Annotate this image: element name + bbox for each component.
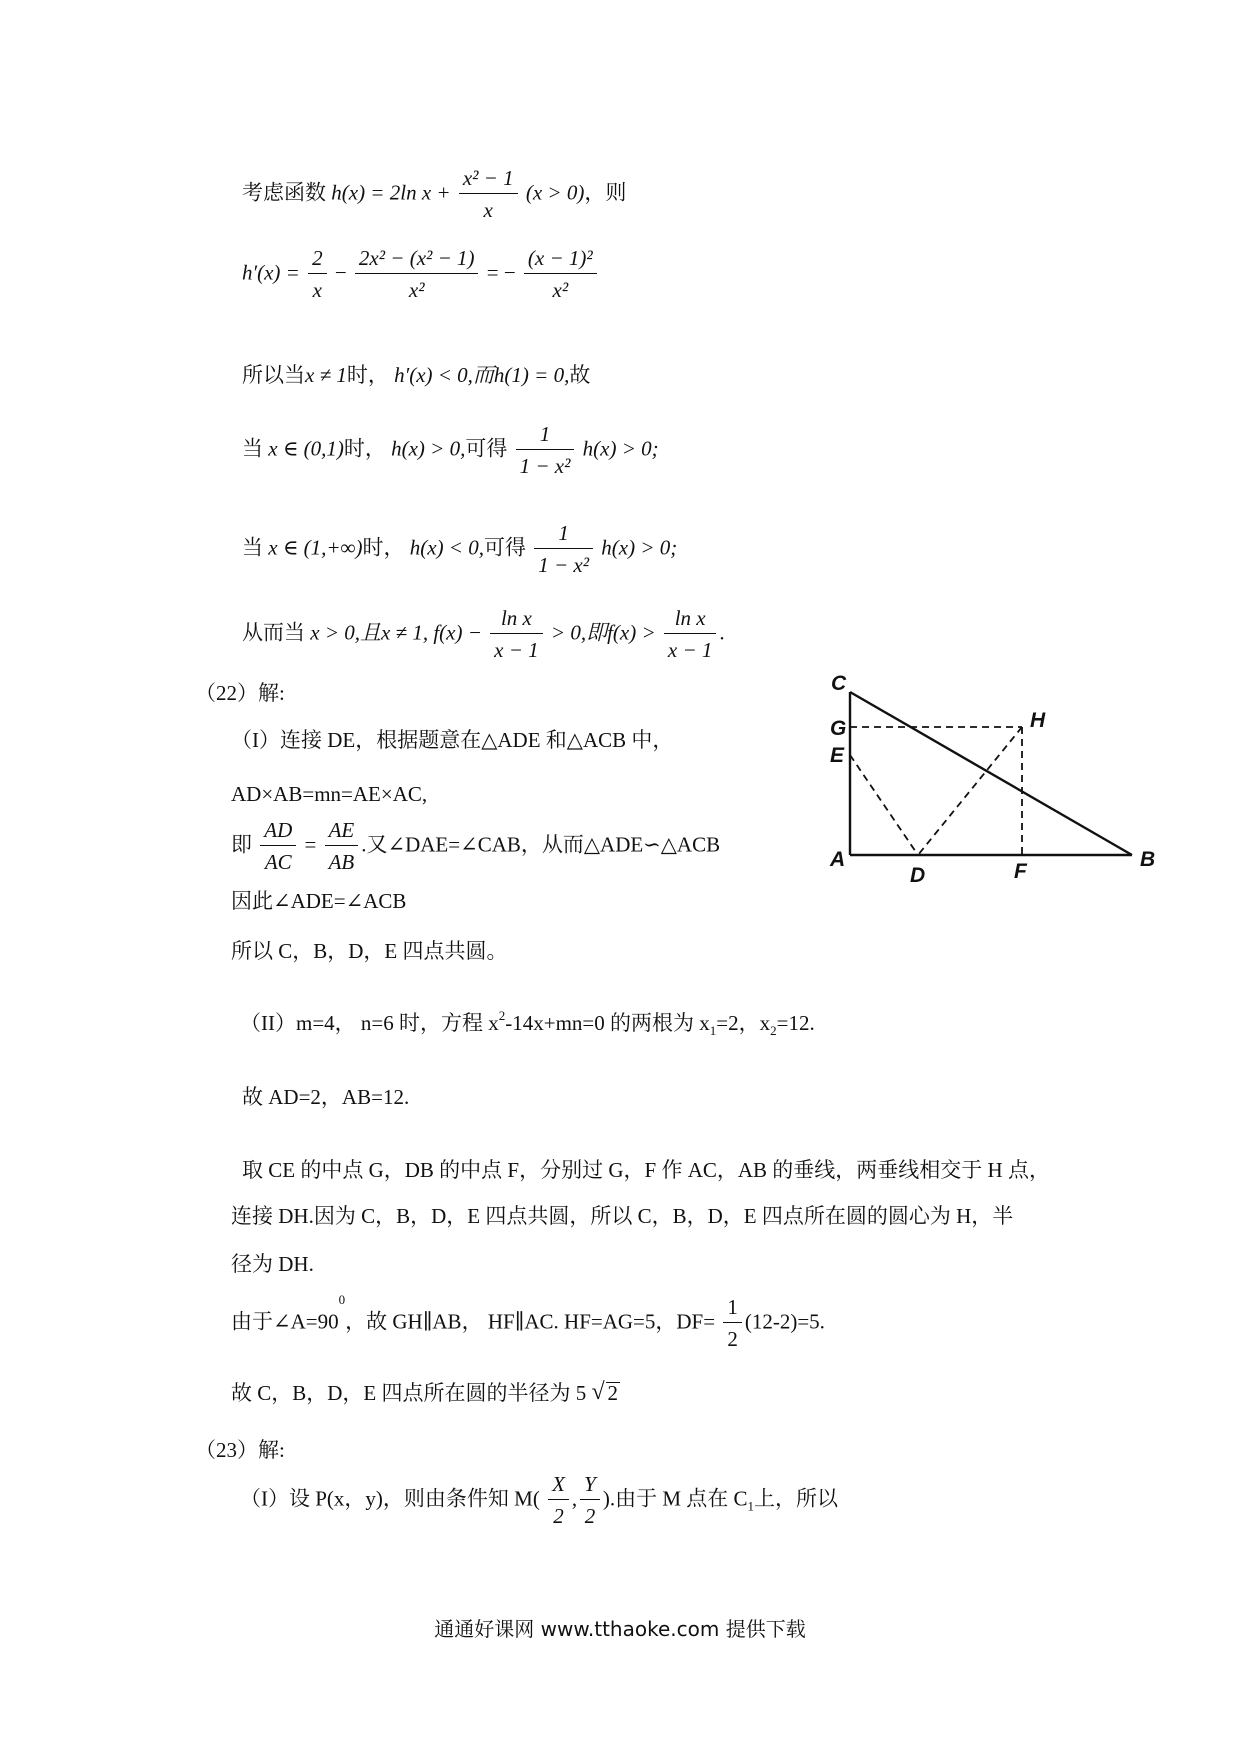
fraction <box>260 820 296 873</box>
proof-line-1 <box>242 168 626 221</box>
fraction-denominator: x − 1 <box>667 638 713 662</box>
text: 当 <box>242 436 263 461</box>
q22-part2-line4: 连接 DH.因为 C，B，D，E 四点共圆，所以 C，B，D，E 四点所在圆的圆心为 H，半 <box>231 1204 1014 1228</box>
fraction-denominator: 2 <box>584 1504 596 1528</box>
math: = <box>304 832 317 857</box>
text: 时， <box>362 535 405 560</box>
fraction-numerator: AD <box>260 820 296 846</box>
fraction-denominator: 2 <box>727 1327 738 1351</box>
fraction-denominator: x <box>483 198 493 222</box>
text: （I）设 P(x，y)，则由条件知 M( <box>240 1486 540 1511</box>
q22-part2-line6 <box>231 1292 825 1351</box>
q22-part2-line3: 取 CE 的中点 G，DB 的中点 F，分别过 G，F 作 AC，AB 的垂线，两垂线相交于 H 点， <box>242 1158 1050 1182</box>
label-c: C <box>831 672 847 695</box>
text: 当 <box>242 535 263 560</box>
math: h(x) > 0; <box>601 535 678 560</box>
math: h(x) > 0, <box>391 436 466 461</box>
text: =12. <box>776 1011 815 1035</box>
q22-part2-line7 <box>231 1379 620 1405</box>
text: 时， <box>343 436 386 461</box>
fraction <box>524 248 597 301</box>
text: =2，x <box>716 1011 771 1035</box>
fraction-numerator: 2x² − (x² − 1) <box>355 248 479 274</box>
q22-part2-line5: 径为 DH. <box>231 1252 314 1276</box>
q22-heading: （22）解: <box>195 681 285 705</box>
fraction-numerator: x² − 1 <box>459 168 518 194</box>
segment-ed <box>850 755 918 855</box>
fraction <box>580 1474 600 1527</box>
text: ).由于 M 点在 C <box>602 1486 748 1511</box>
math: x ∈ (0,1) <box>268 436 344 461</box>
fraction-numerator: ln x <box>490 608 543 634</box>
segment-cb <box>850 692 1132 855</box>
proof-line-3 <box>242 365 590 386</box>
fraction-numerator: 1 <box>723 1297 742 1323</box>
fraction <box>723 1297 742 1350</box>
math: h(x) > 0; <box>582 436 659 461</box>
superscript: 0 <box>338 1292 346 1307</box>
fraction-numerator: 1 <box>516 424 575 450</box>
fraction-denominator: 1 − x² <box>519 454 571 478</box>
text: 考虑函数 <box>242 180 326 205</box>
page-footer: 通通好课网 www.tthaoke.com 提供下载 <box>434 1617 806 1641</box>
math: > 0,即f(x) > <box>550 620 656 645</box>
fraction-denominator: AB <box>328 850 355 874</box>
fraction-denominator: x − 1 <box>494 638 539 662</box>
math: h′(x) < 0,而h(1) = 0, <box>394 363 570 387</box>
q22-part1-line2: AD×AB=mn=AE×AC, <box>231 782 428 806</box>
q22-part2-line1 <box>240 1008 815 1039</box>
label-a: A <box>830 848 846 871</box>
math: − <box>334 260 347 285</box>
text: -14x+mn=0 的两根为 x <box>505 1011 710 1035</box>
fraction-numerator: 2 <box>308 248 327 274</box>
q22-part1-line1: （I）连接 DE，根据题意在△ADE 和△ACB 中， <box>231 728 674 752</box>
fraction-denominator: x² <box>552 278 569 302</box>
proof-line-4 <box>242 424 659 477</box>
superscript: 2 <box>498 1008 506 1023</box>
fraction-numerator: ln x <box>664 608 717 634</box>
math: x > 0,且x ≠ 1, f(x) − <box>310 620 482 645</box>
text: 即 <box>231 832 252 857</box>
text: .又∠DAE=∠CAB，从而△ADE∽△ACB <box>361 832 721 857</box>
label-f: F <box>1014 860 1027 883</box>
text: 可得 <box>483 535 526 560</box>
q22-part1-line5: 所以 C，B，D，E 四点共圆。 <box>231 939 508 963</box>
math: h(x) < 0, <box>409 535 484 560</box>
square-root <box>591 1379 621 1405</box>
text: ，故 GH∥AB， HF∥AC. HF=AG=5，DF= <box>345 1309 716 1334</box>
label-d: D <box>910 864 926 887</box>
proof-line-2 <box>242 248 600 301</box>
text: , <box>571 1486 578 1511</box>
fraction-denominator: AC <box>264 850 292 874</box>
fraction <box>664 608 717 661</box>
text: 上，所以 <box>754 1486 839 1511</box>
radical-sign: √ <box>591 1379 605 1405</box>
q22-part2-line2: 故 AD=2，AB=12. <box>242 1085 410 1109</box>
geometry-figure <box>820 670 1160 890</box>
text: 从而当 <box>242 620 305 645</box>
fraction-denominator: 1 − x² <box>538 553 590 577</box>
fraction <box>459 168 518 221</box>
subscript: 2 <box>770 1023 777 1039</box>
label-h: H <box>1030 709 1046 732</box>
fraction-numerator: (x − 1)² <box>524 248 597 274</box>
math: (x > 0) <box>525 180 585 205</box>
label-g: G <box>830 717 847 740</box>
radicand: 2 <box>607 1381 619 1405</box>
fraction <box>534 523 593 576</box>
math: . <box>719 620 725 645</box>
text: 故 <box>569 363 591 387</box>
label-b: B <box>1140 848 1156 871</box>
q23-part1-line1 <box>240 1474 838 1527</box>
subscript: 1 <box>747 1498 755 1514</box>
fraction <box>516 424 575 477</box>
text: ，则 <box>584 180 627 205</box>
text: 所以当 <box>242 363 305 387</box>
fraction-denominator: x² <box>408 278 425 302</box>
fraction <box>308 248 327 301</box>
text: 由于∠A=90 <box>231 1309 339 1334</box>
proof-line-6 <box>242 608 725 661</box>
math: = − <box>486 260 516 285</box>
math: x ∈ (1,+∞) <box>268 535 363 560</box>
math: h(x) = 2ln x + <box>331 180 451 205</box>
fraction-denominator: x <box>312 278 322 302</box>
subscript: 1 <box>709 1023 717 1039</box>
q22-part1-line4: 因此∠ADE=∠ACB <box>231 889 407 913</box>
math: x ≠ 1 <box>305 363 347 387</box>
fraction-denominator: 2 <box>553 1504 564 1528</box>
fraction <box>325 820 359 873</box>
fraction <box>490 608 543 661</box>
text: (12-2)=5. <box>744 1309 825 1334</box>
fraction-numerator: Y <box>580 1474 600 1500</box>
fraction-numerator: AE <box>325 820 359 846</box>
text: 可得 <box>465 436 508 461</box>
segment-hd <box>918 727 1022 855</box>
fraction-numerator: X <box>548 1474 569 1500</box>
proof-line-5 <box>242 523 677 576</box>
fraction-numerator: 1 <box>534 523 593 549</box>
text: （II）m=4， n=6 时，方程 x <box>240 1011 499 1035</box>
fraction <box>548 1474 569 1527</box>
q23-heading: （23）解: <box>195 1438 285 1462</box>
text: 故 C，B，D，E 四点所在圆的半径为 5 <box>231 1381 587 1405</box>
fraction <box>355 248 479 301</box>
label-e: E <box>830 744 845 767</box>
math: h′(x) = <box>242 260 300 285</box>
q22-part1-line3 <box>231 820 720 873</box>
text: 时， <box>346 363 389 387</box>
